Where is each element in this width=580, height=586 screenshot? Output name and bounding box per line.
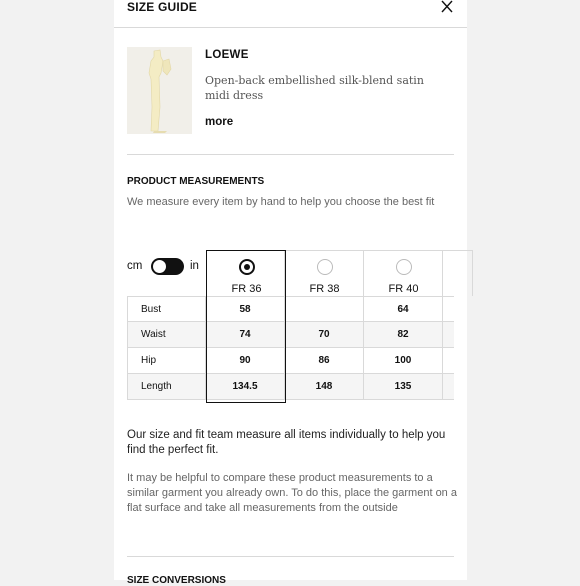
size-label: FR 38 <box>309 283 340 295</box>
table-cell: 82 <box>364 322 443 348</box>
table-cell: 134.5 <box>206 374 285 400</box>
size-option-fr38[interactable] <box>285 250 364 296</box>
panel-header <box>114 0 467 28</box>
fit-info-secondary: It may be helpful to compare these product measurements to a similar garment you already own. To do this, place the garment on a flat surface and take all measurements from the outside <box>127 472 457 514</box>
row-label: Bust <box>127 297 206 323</box>
measurements-title: PRODUCT MEASUREMENTS <box>127 176 265 187</box>
table-cell: 86 <box>285 348 364 374</box>
size-option-fr40[interactable] <box>364 250 443 296</box>
panel-title: SIZE GUIDE <box>127 0 198 14</box>
size-label: FR 40 <box>388 283 419 295</box>
unit-label-in: in <box>190 260 199 272</box>
table-row <box>127 296 454 322</box>
more-link[interactable]: more <box>205 116 234 128</box>
table-cell: 64 <box>364 297 443 323</box>
size-conversions-title: SIZE CONVERSIONS <box>127 575 226 586</box>
size-option-fr36[interactable] <box>206 250 285 296</box>
fit-info-primary: Our size and fit team measure all items individually to help you find the perfect fit. <box>127 429 446 456</box>
unit-toggle[interactable] <box>151 258 184 275</box>
size-option-next[interactable] <box>443 250 473 296</box>
divider <box>127 556 454 557</box>
size-label: FR 36 <box>231 283 262 295</box>
row-label: Length <box>127 374 206 400</box>
table-row <box>127 374 454 400</box>
product-name: Open-back embellished silk-blend satin midi dress <box>205 74 424 102</box>
table-cell <box>285 297 364 323</box>
table-cell: 148 <box>285 374 364 400</box>
table-cell: 135 <box>364 374 443 400</box>
row-label: Hip <box>127 348 206 374</box>
product-thumbnail <box>127 47 192 134</box>
table-cell: 90 <box>206 348 285 374</box>
unit-label-cm: cm <box>127 260 143 272</box>
close-icon[interactable] <box>439 0 455 14</box>
row-label: Waist <box>127 322 206 348</box>
size-guide-panel <box>114 0 467 586</box>
table-cell: 74 <box>206 322 285 348</box>
table-row <box>127 348 454 374</box>
table-row <box>127 322 454 348</box>
measurements-description: We measure every item by hand to help you choose the best fit <box>127 196 435 208</box>
radio-icon <box>317 259 333 275</box>
radio-icon <box>396 259 412 275</box>
table-cell: 58 <box>206 297 285 323</box>
divider <box>127 154 454 155</box>
toggle-knob <box>152 259 167 274</box>
table-cell: 100 <box>364 348 443 374</box>
product-brand: LOEWE <box>205 49 249 61</box>
table-cell: 70 <box>285 322 364 348</box>
radio-selected-icon <box>239 259 255 275</box>
